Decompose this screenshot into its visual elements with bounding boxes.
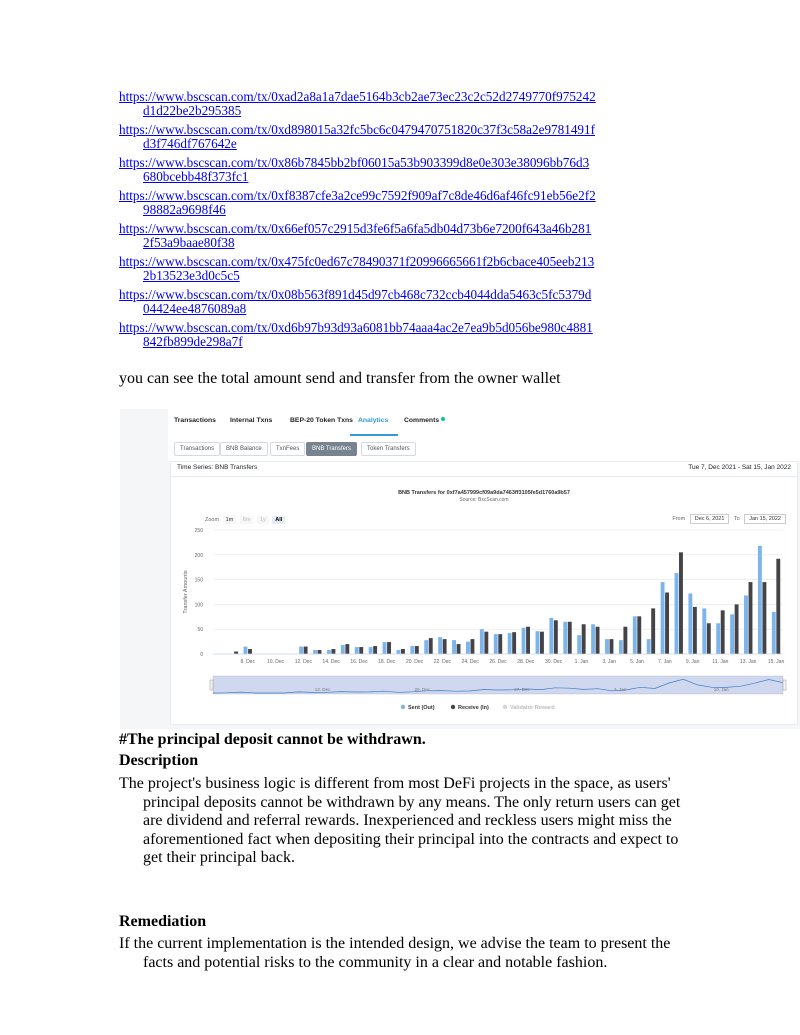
- transaction-link-list: [119, 90, 659, 354]
- link-line-2: 2b13523e3d0c5c5: [143, 268, 240, 283]
- chart-source: Source: BscScan.com: [459, 497, 509, 503]
- receive-bar: [665, 592, 669, 654]
- zoom-all-button[interactable]: All: [272, 516, 285, 524]
- navigator-date-label: 10. Jan: [713, 687, 729, 692]
- receive-bar: [331, 649, 335, 654]
- sent-bar: [536, 631, 540, 654]
- zoom-6m-button[interactable]: 6m: [240, 516, 254, 524]
- sent-bar: [716, 623, 720, 654]
- sent-bar: [549, 618, 553, 654]
- zoom-1y-button[interactable]: 1y: [257, 516, 269, 524]
- x-tick-label: 30. Dec: [544, 659, 563, 665]
- y-tick-label: 0: [200, 652, 203, 658]
- navigator-date-label: 20. Dec: [414, 687, 431, 692]
- remediation-text: If the current implementation is the intended design, we advise the team to present the facts and potential risks to the community in a clear and notable fashion.: [119, 935, 671, 971]
- sent-bar: [619, 640, 623, 654]
- sent-bar: [702, 608, 706, 654]
- sent-bar: [563, 622, 567, 654]
- active-tab-underline: [350, 434, 398, 436]
- tab-bar: [168, 409, 800, 438]
- sent-bar: [633, 616, 637, 654]
- x-tick-label: 18. Dec: [378, 659, 396, 665]
- sent-bar: [494, 634, 498, 654]
- sent-bar: [647, 639, 651, 654]
- intro-text: you can see the total amount send and transfer from the owner wallet: [119, 370, 561, 387]
- receive-bar: [749, 582, 753, 654]
- new-comments-dot-icon: [441, 417, 445, 421]
- x-tick-label: 8. Dec: [240, 659, 255, 665]
- bscscan-analytics-screenshot: [120, 409, 800, 729]
- card-title: Time Series: BNB Transfers: [177, 464, 258, 471]
- y-tick-label: 150: [194, 577, 203, 584]
- transaction-link[interactable]: [119, 155, 659, 184]
- analytics-subtab-bar: [168, 437, 800, 461]
- navigator-date-label: 13. Dec: [314, 687, 331, 692]
- sent-bar: [355, 647, 359, 654]
- receive-bar: [415, 646, 419, 654]
- x-tick-label: 5. Jan: [630, 659, 644, 665]
- x-tick-label: 14. Dec: [322, 659, 340, 665]
- sent-bar: [758, 546, 762, 654]
- sent-bar: [327, 650, 331, 654]
- receive-bar: [345, 644, 349, 654]
- link-line-1: https://www.bscscan.com/tx/0x08b563f891d45d97cb468c732ccb4044dda5463c5fc5379d: [119, 287, 592, 302]
- link-line-1: https://www.bscscan.com/tx/0x66ef057c2915d3fe6f5a6fa5db04d73b6e7200f643a46b281: [119, 221, 592, 236]
- link-line-1: https://www.bscscan.com/tx/0xd898015a32fc5bc6c0479470751820c37f3c58a2e9781491f: [119, 122, 595, 137]
- tab-transactions[interactable]: Transactions: [174, 417, 216, 424]
- x-tick-label: 22. Dec: [433, 659, 452, 665]
- y-tick-label: 50: [197, 627, 203, 634]
- transaction-link-item: [119, 156, 659, 184]
- transaction-link[interactable]: [119, 89, 659, 118]
- navigator-left-handle: [210, 680, 213, 690]
- y-tick-label: 250: [194, 528, 203, 534]
- navigator-date-label: 27. Dec: [514, 687, 530, 692]
- link-line-2: d3f746df767642e: [143, 136, 237, 151]
- receive-bar: [498, 634, 502, 654]
- x-tick-label: 7. Jan: [658, 659, 672, 665]
- x-tick-label: 15. Jan: [767, 659, 785, 665]
- subtab-txnfees[interactable]: TxnFees: [270, 442, 305, 456]
- sent-bar: [675, 573, 679, 654]
- navigator-right-handle: [783, 680, 786, 690]
- receive-bar: [457, 644, 461, 654]
- transaction-link[interactable]: [119, 221, 659, 250]
- transaction-link-item: [119, 189, 659, 217]
- zoom-label: Zoom: [205, 517, 220, 523]
- receive-bar: [623, 627, 627, 654]
- navigator-date-label: 3. Jan: [614, 687, 627, 692]
- sent-bar: [480, 629, 484, 654]
- sent-bar: [299, 647, 303, 654]
- receive-bar: [373, 646, 377, 654]
- receive-bar: [540, 632, 544, 654]
- receive-bar: [359, 647, 363, 654]
- sent-bar: [244, 647, 248, 654]
- sent-bar: [661, 582, 665, 654]
- x-tick-label: 12. Dec: [294, 659, 312, 665]
- from-label: From: [672, 516, 686, 522]
- x-tick-label: 1. Jan: [574, 659, 589, 665]
- sent-bar: [383, 642, 387, 654]
- receive-bar: [512, 632, 516, 654]
- sent-bar: [466, 642, 470, 654]
- link-line-1: https://www.bscscan.com/tx/0xf8387cfe3a2ce99c7592f909af7c8de46d6af46fc91eb56e2f2: [119, 188, 596, 203]
- receive-bar: [443, 639, 447, 654]
- sent-bar: [452, 640, 456, 654]
- receive-bar: [470, 639, 474, 654]
- finding-title: #The principal deposit cannot be withdrawn.: [119, 731, 426, 748]
- tab-comments[interactable]: [404, 417, 445, 424]
- y-tick-label: 200: [194, 552, 203, 559]
- receive-bar: [526, 627, 530, 654]
- x-tick-label: 13. Jan: [740, 659, 757, 665]
- receive-bar: [637, 616, 641, 654]
- description-heading: Description: [119, 752, 199, 769]
- x-tick-label: 28. Dec: [517, 659, 535, 665]
- transaction-link-item: [119, 321, 659, 349]
- link-line-2: 04424ee4876089a8: [143, 301, 247, 316]
- sent-bar: [508, 633, 512, 654]
- subtab-token-transfers[interactable]: Token Transfers: [361, 442, 416, 456]
- receive-bar: [776, 559, 780, 654]
- receive-bar: [568, 622, 572, 654]
- transaction-link-item: [119, 255, 659, 283]
- to-label: To: [733, 516, 740, 522]
- transaction-link[interactable]: [119, 320, 659, 349]
- sent-bar: [772, 612, 776, 654]
- zoom-1m-button[interactable]: 1m: [223, 516, 237, 524]
- sent-bar: [730, 614, 734, 654]
- sent-bar: [744, 595, 748, 654]
- transaction-link-item: [119, 123, 659, 151]
- subtab-transactions[interactable]: Transactions: [174, 442, 220, 456]
- tab-bep20-token-txns[interactable]: BEP-20 Token Txns: [290, 417, 353, 424]
- receive-bar: [304, 647, 308, 654]
- sent-bar: [369, 647, 373, 654]
- legend-label: Validator Reward: [510, 705, 555, 711]
- receive-bar: [762, 582, 766, 654]
- sent-bar: [313, 650, 317, 654]
- link-line-2: d1d22be2b295385: [143, 103, 242, 118]
- sent-bar: [438, 637, 442, 654]
- receive-bar: [596, 627, 600, 654]
- sent-bar: [424, 640, 428, 654]
- link-line-2: 2f53a9baae80f38: [143, 235, 235, 250]
- receive-bar: [651, 608, 655, 654]
- legend-marker: [451, 705, 455, 709]
- receive-bar: [401, 649, 405, 654]
- x-tick-label: 9. Jan: [685, 659, 700, 665]
- tab-analytics[interactable]: Analytics: [358, 417, 389, 424]
- receive-bar: [610, 639, 614, 654]
- link-line-1: https://www.bscscan.com/tx/0xd6b97b93d93a6081bb74aaa4ac2e7ea9b5d056be980c4881: [119, 320, 593, 335]
- sent-bar: [522, 628, 526, 654]
- link-line-1: https://www.bscscan.com/tx/0xad2a8a1a7dae5164b3cb2ae73ec23c2c52d2749770f975242: [119, 89, 596, 104]
- receive-bar: [707, 623, 711, 654]
- receive-bar: [582, 624, 586, 654]
- description-text: The project's business logic is different from most DeFi projects in the space, as users' principal deposits cannot be withdrawn by any means. The only return users can get are dividend and referral rewards. Inexperienced and reckless users might miss the aforementioned fact when depositing their principal into the contracts and expect to get their principal back.: [119, 775, 681, 866]
- subtab-bnb-transfers[interactable]: BNB Transfers: [306, 442, 357, 456]
- link-line-2: 842fb899de298a7f: [143, 334, 243, 349]
- transaction-link[interactable]: [119, 287, 659, 316]
- sent-bar: [591, 624, 595, 654]
- x-tick-label: 26. Dec: [489, 659, 507, 665]
- x-tick-label: 3. Jan: [602, 659, 617, 665]
- transaction-link-item: [119, 222, 659, 250]
- sent-bar: [605, 639, 609, 654]
- y-tick-label: 100: [194, 602, 203, 609]
- transaction-link[interactable]: [119, 122, 659, 151]
- sent-bar: [396, 650, 400, 654]
- transaction-link[interactable]: [119, 188, 659, 217]
- receive-bar: [484, 632, 488, 654]
- transaction-link-item: [119, 90, 659, 118]
- link-line-1: https://www.bscscan.com/tx/0x86b7845bb2bf06015a53b903399d8e0e303e38096bb76d3: [119, 155, 590, 170]
- to-date-input[interactable]: Jan 15, 2022: [744, 514, 786, 524]
- from-date-input[interactable]: Dec 6, 2021: [690, 514, 730, 524]
- chart-card: [170, 461, 798, 725]
- legend-label: Sent (Out): [408, 705, 435, 711]
- remediation-heading: Remediation: [119, 913, 207, 930]
- receive-bar: [679, 552, 683, 654]
- chart-title: BNB Transfers for 0xf7a457999cf09a9da7463ff3105fe5d1760a9b57: [398, 490, 570, 496]
- legend-label: Receive (In): [458, 705, 489, 711]
- legend-marker: [401, 705, 405, 709]
- link-line-2: 680bcebb48f373fc1: [143, 169, 249, 184]
- subtab-bnb-balance[interactable]: BNB Balance: [220, 442, 268, 456]
- x-tick-label: 24. Dec: [461, 659, 479, 665]
- receive-bar: [735, 604, 739, 654]
- tab-internal-txns[interactable]: Internal Txns: [230, 417, 273, 424]
- x-tick-label: 20. Dec: [405, 659, 424, 665]
- x-tick-label: 11. Jan: [712, 659, 729, 665]
- x-tick-label: 16. Dec: [350, 659, 368, 665]
- transaction-link[interactable]: [119, 254, 659, 283]
- receive-bar: [721, 610, 725, 654]
- transaction-link-item: [119, 288, 659, 316]
- link-line-2: 98882a9698f46: [143, 202, 226, 217]
- x-tick-label: 10. Dec: [266, 659, 285, 665]
- tab-comments-label: Comments: [404, 417, 440, 424]
- sent-bar: [688, 593, 692, 654]
- sent-bar: [410, 646, 414, 654]
- sent-bar: [341, 645, 345, 654]
- receive-bar: [693, 607, 697, 654]
- receive-bar: [318, 650, 322, 654]
- receive-bar: [387, 642, 391, 654]
- receive-bar: [429, 638, 433, 654]
- receive-bar: [554, 620, 558, 654]
- receive-bar: [248, 649, 252, 654]
- legend-marker: [503, 705, 507, 709]
- link-line-1: https://www.bscscan.com/tx/0x475fc0ed67c78490371f20996665661f2b6cbace405eeb213: [119, 254, 595, 269]
- y-axis-label: Transfer Amounts: [183, 570, 189, 614]
- sent-bar: [577, 635, 581, 654]
- card-date-range: Tue 7, Dec 2021 - Sat 15, Jan 2022: [688, 464, 791, 471]
- bnb-transfers-chart: [171, 462, 797, 724]
